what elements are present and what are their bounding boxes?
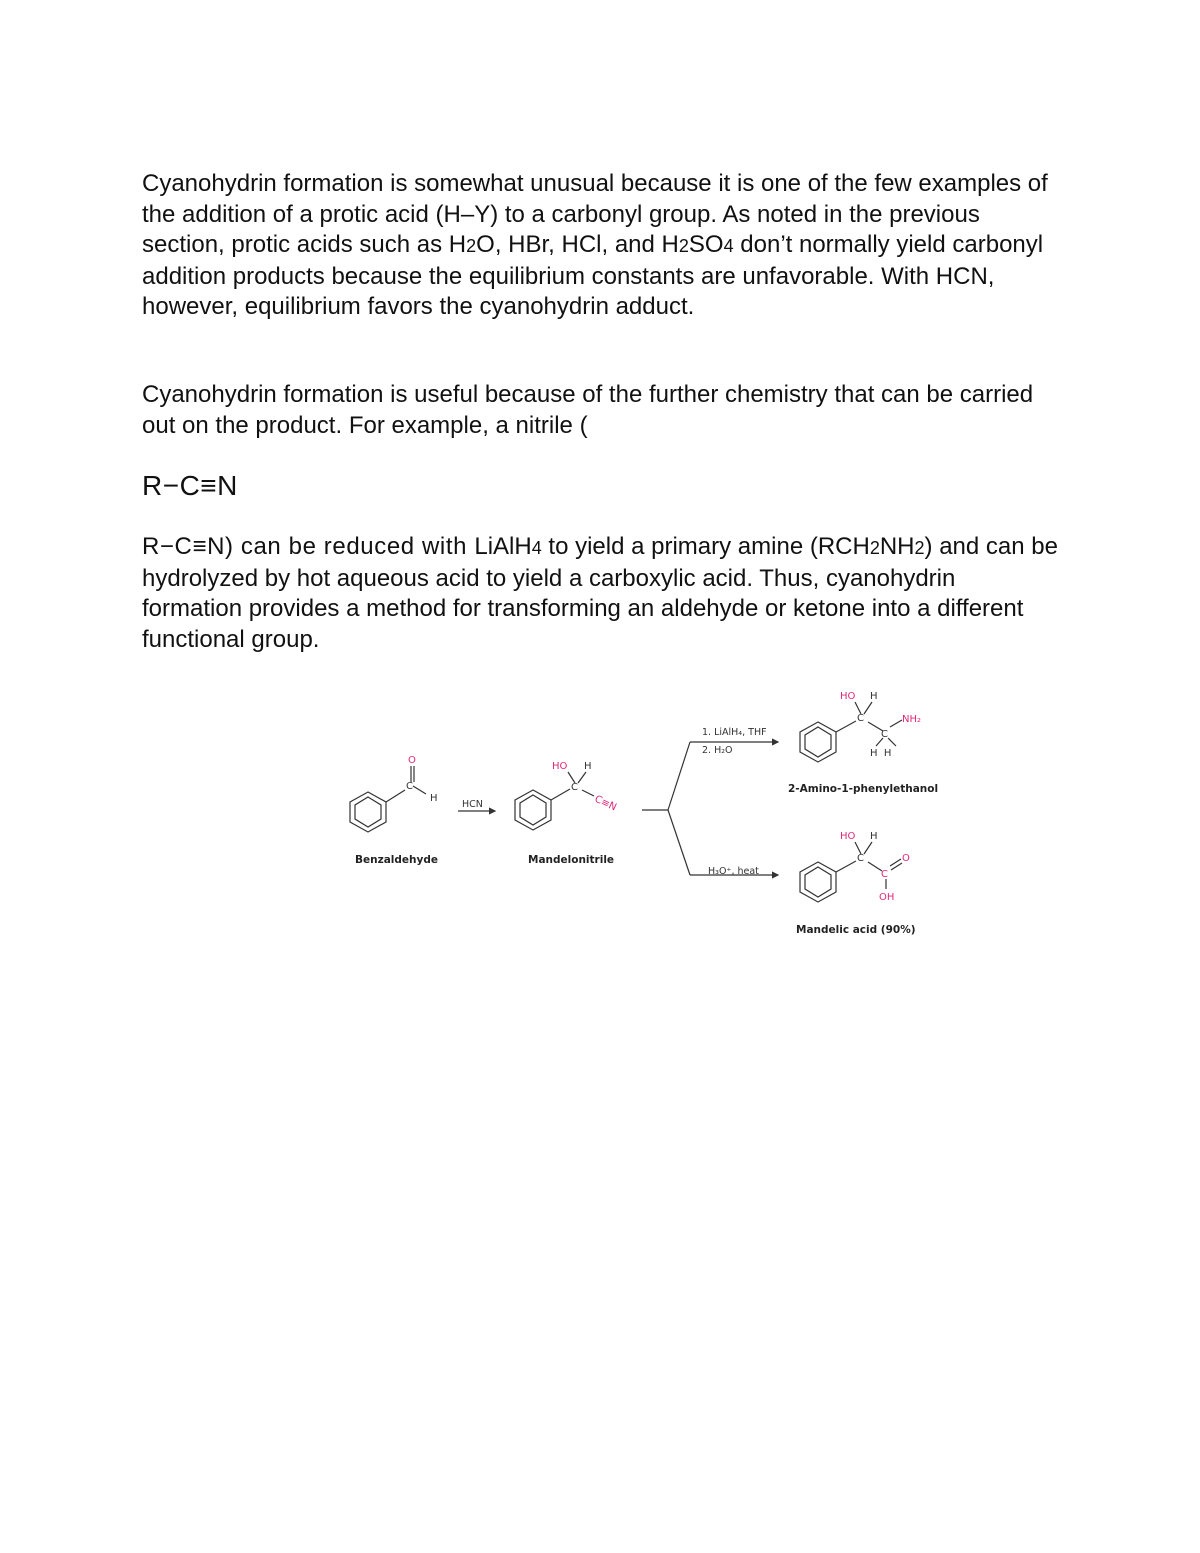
text-run: Cyanohydrin formation is somewhat unusual because it is one of the few examples of the addition of a protic acid (H–Y) to a carbonyl group. As noted in the previous section, protic acids such as H [142, 170, 1048, 259]
paragraph-cyanohydrin-unusual [142, 169, 1062, 323]
hydrogen-atom: H [584, 761, 592, 772]
paragraph-nitrile-reactions [142, 532, 1062, 655]
hydrogen-atom: H [870, 691, 878, 702]
subscript: 2 [466, 236, 477, 257]
carbon-atom: C [406, 781, 413, 792]
nitrile-group: C≡N [592, 793, 619, 814]
text-run: to yield a primary amine (RCH [541, 533, 870, 560]
carbonyl-carbon: C [881, 869, 888, 880]
branch-lines [642, 742, 778, 875]
text-run: SO [688, 231, 724, 259]
route2-reagent: H₃O⁺, heat [708, 866, 759, 877]
benzaldehyde-label: Benzaldehyde [355, 854, 438, 866]
mandelic-acid-structure [796, 831, 916, 936]
subscript: 2 [869, 538, 880, 558]
subscript: 4 [723, 236, 734, 257]
hydrogen-atoms: H H [870, 748, 892, 759]
carbon-atom: C [857, 713, 864, 724]
subscript: 4 [531, 538, 542, 558]
mandelic-acid-label: Mandelic acid (90%) [796, 924, 916, 936]
hydroxyl-group: HO [552, 761, 568, 772]
subscript: 2 [678, 236, 689, 257]
hcn-arrow [458, 799, 495, 811]
benzaldehyde-structure [350, 755, 438, 866]
hydroxyl-group: OH [879, 892, 895, 903]
mandelonitrile-label: Mandelonitrile [528, 854, 615, 866]
hydrogen-atom: H [430, 793, 438, 804]
aminoalcohol-structure [788, 691, 938, 795]
hydrogen-atom: H [870, 831, 878, 842]
reaction-scheme [330, 680, 950, 950]
carbonyl-oxygen: O [902, 853, 910, 864]
text-run: NH [879, 533, 915, 560]
subscript: 2 [914, 538, 925, 558]
aminoalcohol-label: 2-Amino-1-phenylethanol [788, 783, 939, 795]
nitrile-formula: R−C≡N [142, 470, 238, 501]
carbon-atom: C [881, 729, 888, 740]
mandelonitrile-structure [515, 761, 618, 866]
hydroxyl-group: HO [840, 691, 856, 702]
carbon-atom: C [571, 782, 578, 793]
text-run: don’t normally yield carbonyl addition products because the equilibrium constants are unfavorable. With HCN, however, equilibrium favors the cyanohydrin adduct. [142, 231, 1044, 321]
text-run: LiAlH [474, 533, 532, 560]
reagent-hcn: HCN [462, 799, 483, 810]
paragraph-cyanohydrin-useful: Cyanohydrin formation is useful because of the further chemistry that can be carried out on the product. For example, a nitrile ( [142, 381, 1034, 439]
text-run: O, HBr, HCl, and H [476, 231, 679, 259]
text-run: R−C≡N) can be reduced with [142, 533, 475, 560]
amine-group: NH₂ [902, 714, 922, 725]
oxygen-atom: O [408, 755, 416, 766]
text-run: ) and can be hydrolyzed by hot aqueous acid to yield a carboxylic acid. Thus, cyanohydrin formation provides a method for transforming an aldehyde or ketone into a different functional group. [142, 533, 1058, 653]
carbon-atom: C [857, 853, 864, 864]
route1-step1: 1. LiAlH₄, THF [702, 727, 767, 738]
route1-step2: 2. H₂O [702, 745, 733, 756]
hydroxyl-group: HO [840, 831, 856, 842]
